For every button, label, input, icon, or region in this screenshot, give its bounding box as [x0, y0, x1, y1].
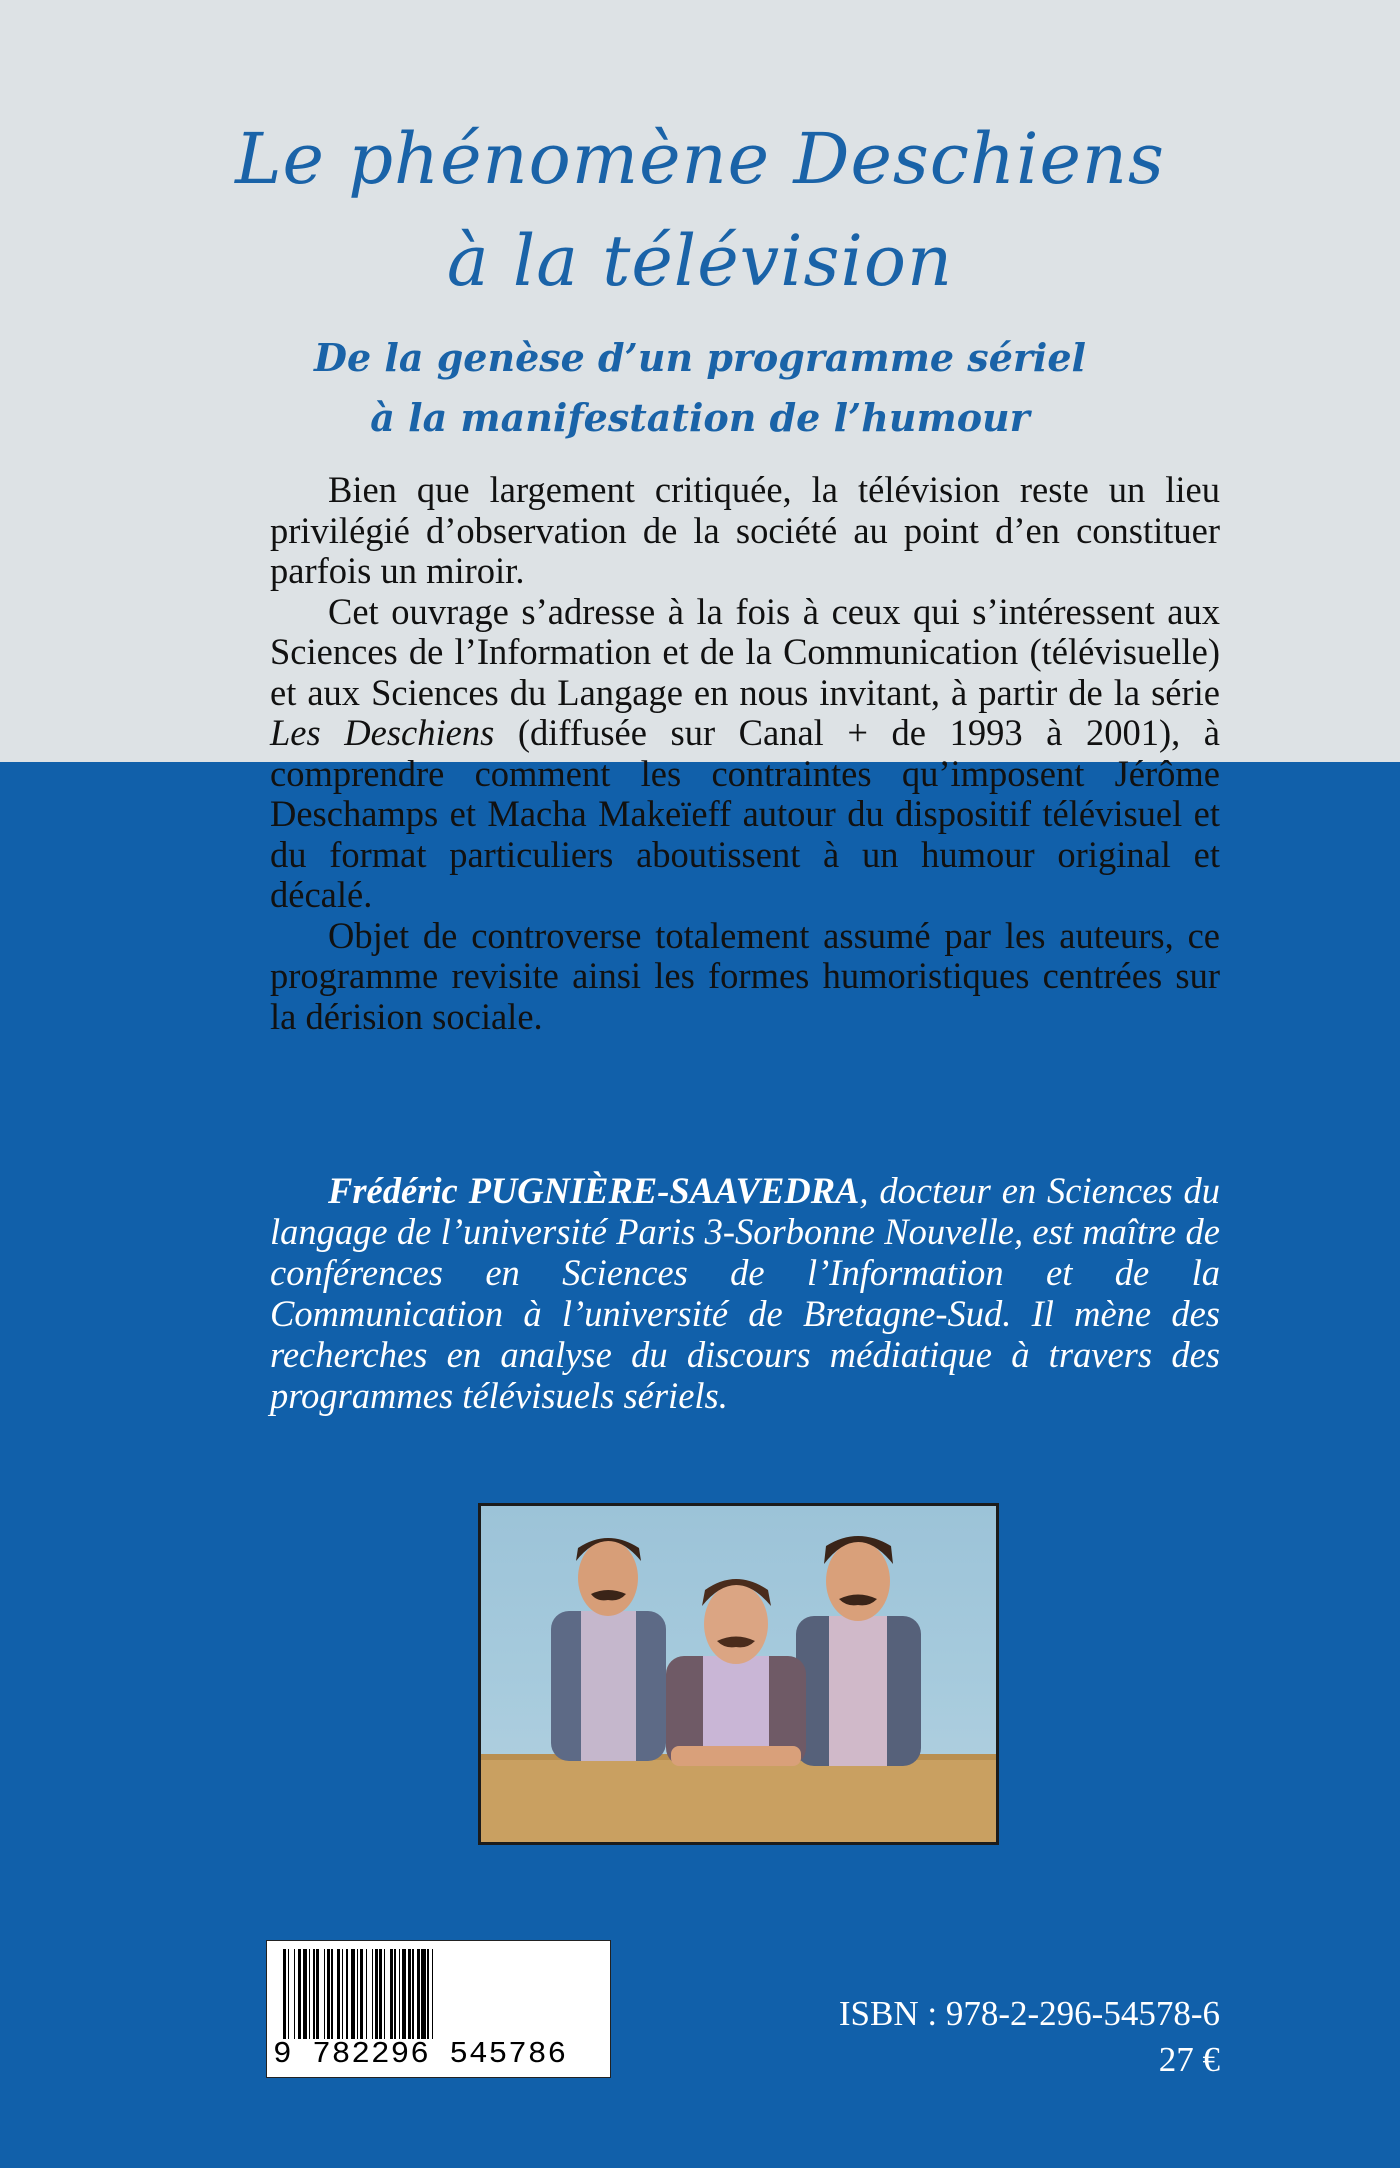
series-title: Les Deschiens [270, 712, 495, 753]
title-line-1: Le phénomène Deschiens [235, 118, 1165, 200]
author-name: Frédéric PUGNIÈRE-SAAVEDRA [328, 1170, 860, 1211]
blurb-paragraph-1: Bien que largement critiquée, la télévision reste un lieu privilégié d’observation de la société au point d’en constituer parfois un miroir. [270, 469, 1220, 591]
blurb-paragraph-2 [270, 592, 1220, 916]
barcode [266, 1940, 611, 2078]
title-line-2: à la télévision [446, 220, 954, 302]
subtitle-line-2: à la manifestation de l’humour [370, 395, 1030, 440]
price: 27 € [1158, 2040, 1220, 2079]
barcode-digits: 9 782296 545786 [273, 2037, 568, 2072]
blurb-paragraph-3: Objet de controverse totalement assumé par les auteurs, ce programme revisite ainsi les formes humoristiques centrées sur la dérision sociale. [270, 914, 1220, 1037]
person-right [796, 1536, 921, 1766]
author-bio-text: , docteur en Sciences du langage de l’université Paris 3-Sorbonne Nouvelle, est maître de conférences en Sciences de l’Information et de la Communication à l’université de Bretagne-Sud. Il mène des recherches en analyse du discours médiatique à travers des programmes télévisuels sériels. [270, 1170, 1220, 1416]
blurb-paragraph-2-start: Cet ouvrage s’adresse à la fois à ceux qui s’intéressent aux Sciences de l’Information et de la Communication (télévisuelle) et aux Sciences du Langage en nous invitant, à partir de la série [270, 590, 1220, 713]
author-bio [270, 1170, 1220, 1416]
photo-illustration [481, 1506, 996, 1842]
author-bio-paragraph [270, 1170, 1220, 1416]
person-left [551, 1538, 666, 1761]
isbn: ISBN : 978-2-296-54578-6 [838, 1994, 1220, 2033]
blurb [270, 470, 1220, 1037]
subtitle-line-1: De la genèse d’un programme sériel [314, 335, 1086, 380]
barcode-bar [433, 1949, 436, 2039]
blurb-paragraph-2-end: (diffusée sur Canal + de 1993 à 2001), à comprendre comment les contraintes qu’imposent Jérôme Deschamps et Macha Makeïeff autour du dispositif télévisuel et du format particuliers aboutissent à un humour original et décalé. [270, 712, 1220, 915]
person-center [666, 1579, 806, 1766]
barcode-bars [283, 1949, 595, 2039]
cover-photo [478, 1503, 999, 1845]
